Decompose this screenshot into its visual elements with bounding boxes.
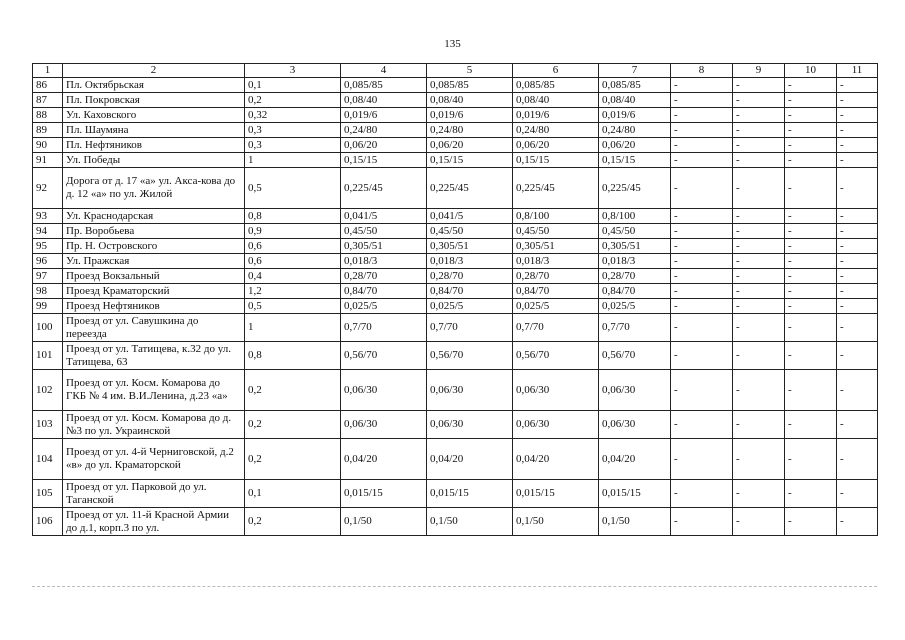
value-cell: 0,06/30 bbox=[513, 370, 599, 411]
table-row bbox=[33, 439, 878, 480]
value-cell: - bbox=[785, 224, 837, 239]
value-cell: 0,019/6 bbox=[427, 108, 513, 123]
value-cell: 1 bbox=[245, 153, 341, 168]
value-cell: - bbox=[671, 93, 733, 108]
header-cell: 10 bbox=[785, 64, 837, 78]
value-cell: - bbox=[733, 108, 785, 123]
road-name-cell: Проезд от ул. 4-й Черниговской, д.2 «в» до ул. Краматорской bbox=[63, 439, 245, 480]
value-cell: - bbox=[733, 224, 785, 239]
value-cell: - bbox=[671, 153, 733, 168]
row-number-cell: 102 bbox=[33, 370, 63, 411]
table-row bbox=[33, 168, 878, 209]
road-name-cell: Ул. Пражская bbox=[63, 254, 245, 269]
row-number-cell: 93 bbox=[33, 209, 63, 224]
value-cell: 0,56/70 bbox=[427, 342, 513, 370]
value-cell: 0,24/80 bbox=[599, 123, 671, 138]
value-cell: 0,06/30 bbox=[513, 411, 599, 439]
table-row bbox=[33, 153, 878, 168]
row-number-cell: 101 bbox=[33, 342, 63, 370]
value-cell: - bbox=[671, 224, 733, 239]
value-cell: 0,1/50 bbox=[427, 508, 513, 536]
value-cell: - bbox=[733, 153, 785, 168]
value-cell: 0,24/80 bbox=[341, 123, 427, 138]
value-cell: 0,2 bbox=[245, 508, 341, 536]
value-cell: 0,28/70 bbox=[513, 269, 599, 284]
value-cell: 0,45/50 bbox=[341, 224, 427, 239]
value-cell: - bbox=[733, 508, 785, 536]
value-cell: - bbox=[733, 314, 785, 342]
value-cell: - bbox=[733, 168, 785, 209]
value-cell: - bbox=[785, 370, 837, 411]
value-cell: - bbox=[837, 168, 878, 209]
value-cell: 0,06/20 bbox=[513, 138, 599, 153]
value-cell: 0,3 bbox=[245, 138, 341, 153]
value-cell: - bbox=[837, 153, 878, 168]
value-cell: - bbox=[671, 439, 733, 480]
value-cell: 0,2 bbox=[245, 370, 341, 411]
value-cell: - bbox=[733, 93, 785, 108]
value-cell: 0,8 bbox=[245, 342, 341, 370]
value-cell: 0,06/30 bbox=[427, 411, 513, 439]
value-cell: 0,8/100 bbox=[599, 209, 671, 224]
value-cell: 0,019/6 bbox=[513, 108, 599, 123]
road-name-cell: Проезд от ул. Парковой до ул. Таганской bbox=[63, 480, 245, 508]
value-cell: 0,06/20 bbox=[341, 138, 427, 153]
value-cell: 0,041/5 bbox=[341, 209, 427, 224]
value-cell: 0,305/51 bbox=[513, 239, 599, 254]
value-cell: - bbox=[837, 439, 878, 480]
table-row bbox=[33, 239, 878, 254]
value-cell: - bbox=[671, 254, 733, 269]
value-cell: - bbox=[671, 314, 733, 342]
value-cell: - bbox=[785, 411, 837, 439]
value-cell: 0,7/70 bbox=[341, 314, 427, 342]
value-cell: 0,225/45 bbox=[513, 168, 599, 209]
row-number-cell: 99 bbox=[33, 299, 63, 314]
value-cell: 0,45/50 bbox=[599, 224, 671, 239]
value-cell: - bbox=[785, 299, 837, 314]
value-cell: 0,1 bbox=[245, 78, 341, 93]
road-name-cell: Проезд Краматорский bbox=[63, 284, 245, 299]
row-number-cell: 90 bbox=[33, 138, 63, 153]
value-cell: 0,2 bbox=[245, 439, 341, 480]
value-cell: - bbox=[837, 299, 878, 314]
value-cell: 0,7/70 bbox=[513, 314, 599, 342]
value-cell: 0,025/5 bbox=[427, 299, 513, 314]
value-cell: - bbox=[837, 342, 878, 370]
value-cell: - bbox=[671, 480, 733, 508]
table-row bbox=[33, 284, 878, 299]
road-name-cell: Проезд от ул. Савушкина до переезда bbox=[63, 314, 245, 342]
value-cell: - bbox=[785, 239, 837, 254]
row-number-cell: 95 bbox=[33, 239, 63, 254]
value-cell: 0,7/70 bbox=[599, 314, 671, 342]
value-cell: 0,015/15 bbox=[427, 480, 513, 508]
value-cell: 0,085/85 bbox=[513, 78, 599, 93]
value-cell: 0,06/20 bbox=[599, 138, 671, 153]
value-cell: - bbox=[733, 299, 785, 314]
value-cell: 0,04/20 bbox=[427, 439, 513, 480]
row-number-cell: 105 bbox=[33, 480, 63, 508]
value-cell: 0,06/30 bbox=[427, 370, 513, 411]
value-cell: - bbox=[837, 254, 878, 269]
road-name-cell: Пл. Шаумяна bbox=[63, 123, 245, 138]
value-cell: 0,4 bbox=[245, 269, 341, 284]
value-cell: 0,1/50 bbox=[341, 508, 427, 536]
value-cell: 0,015/15 bbox=[513, 480, 599, 508]
value-cell: 0,085/85 bbox=[341, 78, 427, 93]
value-cell: - bbox=[671, 284, 733, 299]
value-cell: 1,2 bbox=[245, 284, 341, 299]
value-cell: 0,9 bbox=[245, 224, 341, 239]
value-cell: 0,84/70 bbox=[513, 284, 599, 299]
road-name-cell: Пр. Воробьева bbox=[63, 224, 245, 239]
value-cell: 0,225/45 bbox=[599, 168, 671, 209]
value-cell: - bbox=[837, 108, 878, 123]
value-cell: - bbox=[785, 153, 837, 168]
row-number-cell: 92 bbox=[33, 168, 63, 209]
header-cell: 4 bbox=[341, 64, 427, 78]
value-cell: 0,08/40 bbox=[599, 93, 671, 108]
value-cell: 0,08/40 bbox=[341, 93, 427, 108]
value-cell: - bbox=[671, 411, 733, 439]
value-cell: 0,019/6 bbox=[599, 108, 671, 123]
value-cell: 0,1/50 bbox=[513, 508, 599, 536]
value-cell: 0,305/51 bbox=[599, 239, 671, 254]
header-cell: 7 bbox=[599, 64, 671, 78]
value-cell: - bbox=[733, 78, 785, 93]
header-cell: 8 bbox=[671, 64, 733, 78]
value-cell: - bbox=[785, 123, 837, 138]
value-cell: 0,225/45 bbox=[341, 168, 427, 209]
table-row bbox=[33, 209, 878, 224]
road-name-cell: Дорога от д. 17 «а» ул. Акса-кова до д. 12 «а» по ул. Жилой bbox=[63, 168, 245, 209]
value-cell: - bbox=[785, 93, 837, 108]
value-cell: 0,085/85 bbox=[599, 78, 671, 93]
value-cell: 0,5 bbox=[245, 299, 341, 314]
value-cell: 0,305/51 bbox=[427, 239, 513, 254]
road-name-cell: Проезд Нефтяников bbox=[63, 299, 245, 314]
header-cell: 5 bbox=[427, 64, 513, 78]
value-cell: - bbox=[733, 269, 785, 284]
road-name-cell: Проезд от ул. Татищева, к.32 до ул. Татищева, 63 bbox=[63, 342, 245, 370]
value-cell: - bbox=[671, 299, 733, 314]
value-cell: - bbox=[785, 342, 837, 370]
value-cell: 0,04/20 bbox=[341, 439, 427, 480]
value-cell: 0,15/15 bbox=[427, 153, 513, 168]
value-cell: 0,08/40 bbox=[513, 93, 599, 108]
value-cell: - bbox=[837, 284, 878, 299]
value-cell: 0,06/30 bbox=[341, 411, 427, 439]
value-cell: - bbox=[785, 314, 837, 342]
value-cell: - bbox=[733, 138, 785, 153]
row-number-cell: 87 bbox=[33, 93, 63, 108]
value-cell: 0,45/50 bbox=[427, 224, 513, 239]
value-cell: 0,84/70 bbox=[427, 284, 513, 299]
value-cell: 0,32 bbox=[245, 108, 341, 123]
value-cell: 0,225/45 bbox=[427, 168, 513, 209]
header-cell: 11 bbox=[837, 64, 878, 78]
value-cell: - bbox=[785, 480, 837, 508]
value-cell: - bbox=[837, 480, 878, 508]
table-row bbox=[33, 93, 878, 108]
value-cell: - bbox=[671, 239, 733, 254]
value-cell: 0,24/80 bbox=[513, 123, 599, 138]
road-name-cell: Проезд от ул. Косм. Комарова до д.№3 по ул. Украинской bbox=[63, 411, 245, 439]
value-cell: - bbox=[733, 209, 785, 224]
value-cell: - bbox=[671, 108, 733, 123]
table-row bbox=[33, 342, 878, 370]
value-cell: - bbox=[733, 284, 785, 299]
value-cell: 0,041/5 bbox=[427, 209, 513, 224]
road-name-cell: Проезд от ул. Косм. Комарова до ГКБ № 4 им. В.И.Ленина, д.23 «а» bbox=[63, 370, 245, 411]
value-cell: 0,56/70 bbox=[341, 342, 427, 370]
value-cell: 0,08/40 bbox=[427, 93, 513, 108]
value-cell: - bbox=[671, 138, 733, 153]
table-row bbox=[33, 314, 878, 342]
value-cell: - bbox=[671, 342, 733, 370]
value-cell: - bbox=[785, 168, 837, 209]
road-name-cell: Пл. Нефтяников bbox=[63, 138, 245, 153]
row-number-cell: 96 bbox=[33, 254, 63, 269]
value-cell: - bbox=[733, 370, 785, 411]
value-cell: 0,45/50 bbox=[513, 224, 599, 239]
value-cell: 0,2 bbox=[245, 93, 341, 108]
road-name-cell: Пл. Октябрьская bbox=[63, 78, 245, 93]
value-cell: - bbox=[785, 439, 837, 480]
value-cell: 0,6 bbox=[245, 239, 341, 254]
value-cell: - bbox=[785, 284, 837, 299]
value-cell: 0,305/51 bbox=[341, 239, 427, 254]
value-cell: - bbox=[837, 123, 878, 138]
value-cell: 0,28/70 bbox=[341, 269, 427, 284]
row-number-cell: 91 bbox=[33, 153, 63, 168]
value-cell: 0,015/15 bbox=[341, 480, 427, 508]
value-cell: - bbox=[733, 411, 785, 439]
value-cell: 0,2 bbox=[245, 411, 341, 439]
road-name-cell: Пл. Покровская bbox=[63, 93, 245, 108]
row-number-cell: 106 bbox=[33, 508, 63, 536]
value-cell: 1 bbox=[245, 314, 341, 342]
value-cell: 0,15/15 bbox=[599, 153, 671, 168]
table-row bbox=[33, 370, 878, 411]
value-cell: - bbox=[671, 123, 733, 138]
row-number-cell: 88 bbox=[33, 108, 63, 123]
row-number-cell: 104 bbox=[33, 439, 63, 480]
value-cell: - bbox=[671, 209, 733, 224]
table-row bbox=[33, 480, 878, 508]
value-cell: 0,018/3 bbox=[341, 254, 427, 269]
value-cell: 0,15/15 bbox=[341, 153, 427, 168]
value-cell: - bbox=[733, 480, 785, 508]
header-cell: 3 bbox=[245, 64, 341, 78]
table-row bbox=[33, 138, 878, 153]
value-cell: - bbox=[837, 78, 878, 93]
roads-table bbox=[32, 63, 878, 536]
row-number-cell: 100 bbox=[33, 314, 63, 342]
value-cell: - bbox=[785, 108, 837, 123]
value-cell: 0,3 bbox=[245, 123, 341, 138]
header-cell: 1 bbox=[33, 64, 63, 78]
table-row bbox=[33, 108, 878, 123]
table-row bbox=[33, 224, 878, 239]
value-cell: - bbox=[837, 224, 878, 239]
road-name-cell: Ул. Каховского bbox=[63, 108, 245, 123]
value-cell: - bbox=[671, 78, 733, 93]
table-row bbox=[33, 411, 878, 439]
value-cell: 0,018/3 bbox=[427, 254, 513, 269]
table-row bbox=[33, 508, 878, 536]
value-cell: - bbox=[837, 239, 878, 254]
value-cell: 0,56/70 bbox=[513, 342, 599, 370]
value-cell: 0,06/30 bbox=[341, 370, 427, 411]
value-cell: 0,019/6 bbox=[341, 108, 427, 123]
value-cell: 0,28/70 bbox=[599, 269, 671, 284]
value-cell: 0,025/5 bbox=[341, 299, 427, 314]
value-cell: 0,84/70 bbox=[341, 284, 427, 299]
value-cell: 0,06/30 bbox=[599, 411, 671, 439]
value-cell: - bbox=[837, 93, 878, 108]
table-row bbox=[33, 254, 878, 269]
value-cell: 0,085/85 bbox=[427, 78, 513, 93]
value-cell: - bbox=[785, 209, 837, 224]
page-bottom-edge bbox=[32, 586, 877, 587]
value-cell: 0,15/15 bbox=[513, 153, 599, 168]
value-cell: 0,1/50 bbox=[599, 508, 671, 536]
value-cell: - bbox=[785, 78, 837, 93]
value-cell: 0,018/3 bbox=[599, 254, 671, 269]
value-cell: 0,018/3 bbox=[513, 254, 599, 269]
value-cell: 0,1 bbox=[245, 480, 341, 508]
value-cell: - bbox=[733, 342, 785, 370]
value-cell: - bbox=[837, 508, 878, 536]
road-name-cell: Ул. Победы bbox=[63, 153, 245, 168]
row-number-cell: 97 bbox=[33, 269, 63, 284]
row-number-cell: 86 bbox=[33, 78, 63, 93]
value-cell: - bbox=[671, 508, 733, 536]
value-cell: 0,025/5 bbox=[513, 299, 599, 314]
value-cell: - bbox=[837, 314, 878, 342]
value-cell: 0,06/30 bbox=[599, 370, 671, 411]
row-number-cell: 89 bbox=[33, 123, 63, 138]
value-cell: 0,015/15 bbox=[599, 480, 671, 508]
value-cell: - bbox=[837, 209, 878, 224]
value-cell: - bbox=[671, 168, 733, 209]
table-row bbox=[33, 123, 878, 138]
value-cell: 0,28/70 bbox=[427, 269, 513, 284]
header-cell: 6 bbox=[513, 64, 599, 78]
road-name-cell: Пр. Н. Островского bbox=[63, 239, 245, 254]
value-cell: 0,7/70 bbox=[427, 314, 513, 342]
table-row bbox=[33, 269, 878, 284]
value-cell: - bbox=[785, 138, 837, 153]
value-cell: - bbox=[733, 123, 785, 138]
row-number-cell: 103 bbox=[33, 411, 63, 439]
value-cell: 0,5 bbox=[245, 168, 341, 209]
value-cell: - bbox=[837, 411, 878, 439]
road-name-cell: Проезд от ул. 11-й Красной Армии до д.1, корп.3 по ул. bbox=[63, 508, 245, 536]
value-cell: 0,8/100 bbox=[513, 209, 599, 224]
value-cell: - bbox=[785, 508, 837, 536]
value-cell: 0,06/20 bbox=[427, 138, 513, 153]
table-row bbox=[33, 78, 878, 93]
header-cell: 9 bbox=[733, 64, 785, 78]
row-number-cell: 94 bbox=[33, 224, 63, 239]
value-cell: - bbox=[837, 138, 878, 153]
road-name-cell: Ул. Краснодарская bbox=[63, 209, 245, 224]
value-cell: - bbox=[733, 254, 785, 269]
value-cell: 0,24/80 bbox=[427, 123, 513, 138]
value-cell: 0,84/70 bbox=[599, 284, 671, 299]
value-cell: 0,56/70 bbox=[599, 342, 671, 370]
header-cell: 2 bbox=[63, 64, 245, 78]
table-row bbox=[33, 299, 878, 314]
value-cell: - bbox=[733, 239, 785, 254]
value-cell: - bbox=[785, 269, 837, 284]
row-number-cell: 98 bbox=[33, 284, 63, 299]
value-cell: 0,04/20 bbox=[599, 439, 671, 480]
value-cell: - bbox=[671, 370, 733, 411]
value-cell: 0,6 bbox=[245, 254, 341, 269]
value-cell: 0,8 bbox=[245, 209, 341, 224]
value-cell: 0,04/20 bbox=[513, 439, 599, 480]
value-cell: - bbox=[837, 370, 878, 411]
page-number: 135 bbox=[444, 38, 461, 50]
value-cell: - bbox=[733, 439, 785, 480]
header-row bbox=[33, 64, 878, 78]
value-cell: - bbox=[671, 269, 733, 284]
value-cell: - bbox=[785, 254, 837, 269]
value-cell: - bbox=[837, 269, 878, 284]
road-name-cell: Проезд Вокзальный bbox=[63, 269, 245, 284]
value-cell: 0,025/5 bbox=[599, 299, 671, 314]
